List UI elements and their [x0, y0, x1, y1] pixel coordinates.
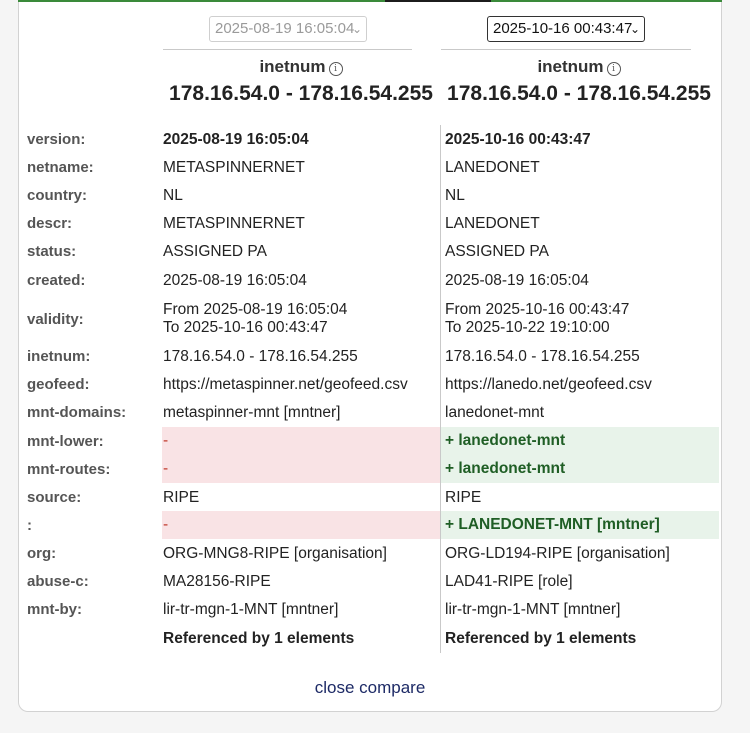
- row-mnt-lower: [18, 427, 722, 455]
- right-value: LANEDONET: [445, 159, 540, 176]
- row-label: validity:: [27, 311, 84, 328]
- right-referenced-link[interactable]: Referenced by 1 elements: [445, 630, 637, 647]
- row-label: descr:: [27, 215, 73, 232]
- row-label: version:: [27, 131, 86, 148]
- panel-top-accent: [18, 0, 722, 2]
- left-column-header: [163, 56, 439, 108]
- row-label: country:: [27, 187, 87, 204]
- left-value: -: [163, 516, 169, 533]
- left-value: NL: [163, 187, 183, 204]
- right-value: + LANEDONET-MNT [mntner]: [445, 516, 660, 533]
- left-header-divider: [163, 49, 412, 50]
- close-compare-button[interactable]: close compare: [314, 678, 426, 697]
- left-value: 2025-08-19 16:05:04: [163, 131, 309, 148]
- left-value: METASPINNERNET: [163, 159, 305, 176]
- row-label: source:: [27, 489, 82, 506]
- left-value: 2025-08-19 16:05:04: [163, 272, 307, 289]
- left-range: 178.16.54.0 - 178.16.54.255: [169, 82, 433, 105]
- row-label: inetnum:: [27, 348, 91, 365]
- row-unnamed: [18, 511, 722, 539]
- right-value: 2025-08-19 16:05:04: [445, 272, 589, 289]
- row-label: :: [27, 517, 32, 534]
- right-column-header: [441, 56, 717, 108]
- row-label: mnt-by:: [27, 601, 82, 618]
- left-version-select-value: 2025-08-19 16:05:04: [215, 20, 355, 37]
- left-version-select: [209, 16, 367, 42]
- right-value: + lanedonet-mnt: [445, 432, 566, 449]
- right-value: LAD41-RIPE [role]: [445, 573, 573, 590]
- row-label: geofeed:: [27, 376, 90, 393]
- left-object-type: inetnum: [259, 57, 326, 76]
- row-label: mnt-lower:: [27, 433, 104, 450]
- removed-highlight: [162, 455, 440, 483]
- right-value: lir-tr-mgn-1-MNT [mntner]: [445, 601, 621, 618]
- left-value: 178.16.54.0 - 178.16.54.255: [163, 348, 358, 365]
- info-icon[interactable]: i: [607, 62, 621, 76]
- left-referenced-link[interactable]: Referenced by 1 elements: [163, 630, 355, 647]
- right-version-select-value: 2025-10-16 00:43:47: [493, 20, 633, 37]
- right-version-select[interactable]: [487, 16, 645, 42]
- left-value: lir-tr-mgn-1-MNT [mntner]: [163, 601, 339, 618]
- right-value: https://lanedo.net/geofeed.csv: [445, 376, 652, 393]
- right-value: RIPE: [445, 489, 482, 506]
- chevron-down-icon: ⌄: [629, 22, 640, 36]
- info-icon[interactable]: i: [329, 62, 343, 76]
- chevron-down-icon: ⌄: [351, 22, 362, 36]
- left-value-from: From 2025-08-19 16:05:04: [163, 301, 348, 318]
- left-value: -: [163, 432, 169, 449]
- right-value: + lanedonet-mnt: [445, 460, 566, 477]
- row-label: org:: [27, 545, 57, 562]
- row-mnt-routes: [18, 455, 722, 483]
- right-value: ORG-LD194-RIPE [organisation]: [445, 545, 670, 562]
- row-label: status:: [27, 243, 77, 260]
- left-value: MA28156-RIPE: [163, 573, 271, 590]
- left-value: ORG-MNG8-RIPE [organisation]: [163, 545, 387, 562]
- left-value: ASSIGNED PA: [163, 243, 267, 260]
- right-value-to: To 2025-10-22 19:10:00: [445, 319, 610, 336]
- row-label: created:: [27, 272, 86, 289]
- removed-highlight: [162, 427, 440, 455]
- column-divider: [440, 125, 441, 653]
- right-value: ASSIGNED PA: [445, 243, 549, 260]
- left-value: -: [163, 460, 169, 477]
- right-value-from: From 2025-10-16 00:43:47: [445, 301, 630, 318]
- right-range: 178.16.54.0 - 178.16.54.255: [447, 82, 711, 105]
- right-object-type: inetnum: [537, 57, 604, 76]
- row-label: abuse-c:: [27, 573, 89, 590]
- left-value: https://metaspinner.net/geofeed.csv: [163, 376, 408, 393]
- row-version: [18, 131, 722, 151]
- right-value: lanedonet-mnt: [445, 404, 545, 421]
- right-value: LANEDONET: [445, 215, 540, 232]
- right-value: 2025-10-16 00:43:47: [445, 131, 591, 148]
- row-label: mnt-domains:: [27, 404, 127, 421]
- left-value: metaspinner-mnt [mntner]: [163, 404, 341, 421]
- right-value: NL: [445, 187, 465, 204]
- left-value: RIPE: [163, 489, 200, 506]
- right-header-divider: [441, 49, 691, 50]
- removed-highlight: [162, 511, 440, 539]
- row-label: mnt-routes:: [27, 461, 111, 478]
- row-label: netname:: [27, 159, 94, 176]
- panel-top-notch: [385, 0, 491, 2]
- right-value: 178.16.54.0 - 178.16.54.255: [445, 348, 640, 365]
- left-value: METASPINNERNET: [163, 215, 305, 232]
- left-value-to: To 2025-10-16 00:43:47: [163, 319, 328, 336]
